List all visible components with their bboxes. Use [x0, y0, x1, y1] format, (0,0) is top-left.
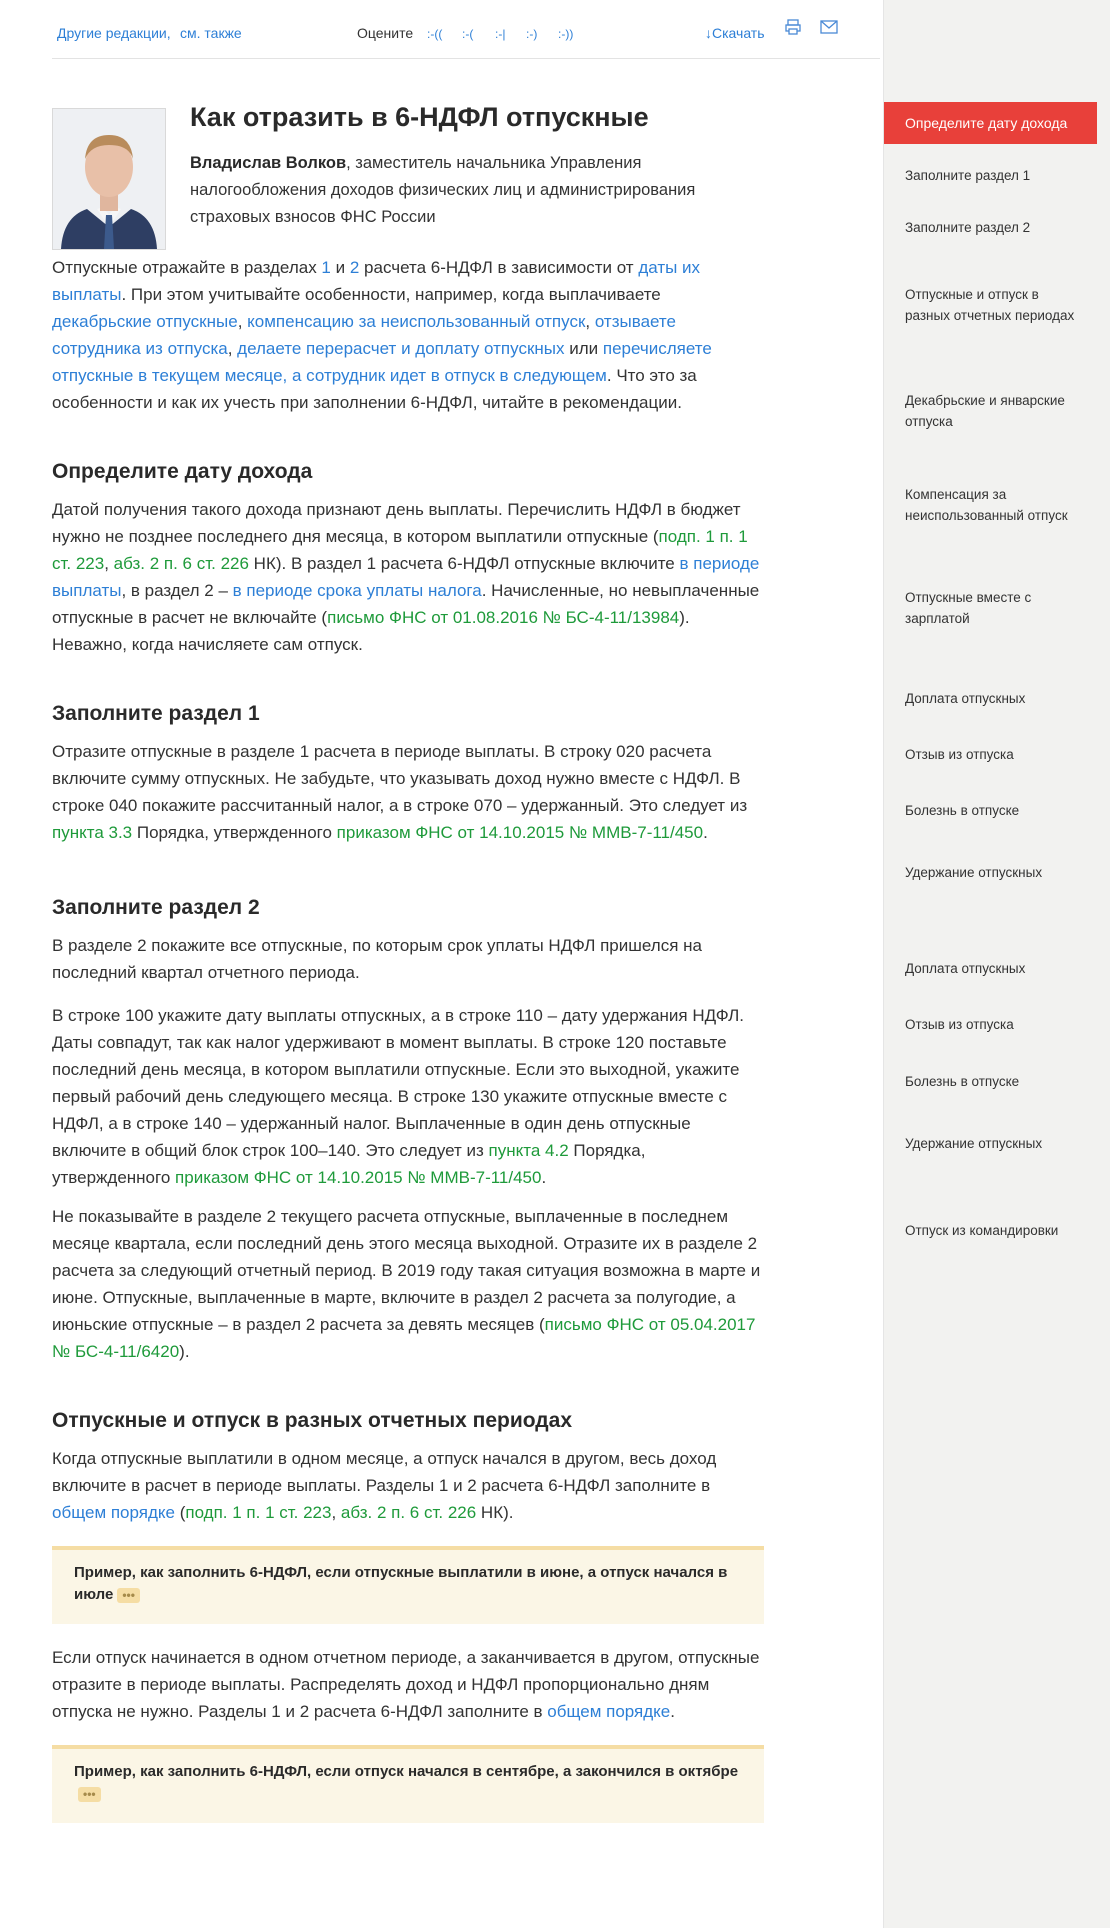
sidebar-item[interactable]: Болезнь в отпуске [905, 803, 1020, 818]
author-role: , заместитель начальника Управления налогообложения доходов физических лиц и администрирования страховых взносов ФНС России [190, 154, 696, 226]
different-periods-text-2: Если отпуск начинается в одном отчетном периоде, а заканчивается в другом, отпускные отразите в периоде выплаты. Распределять доход и НДФЛ пропорционально дням отпуска не нужно. Разделы 1 и 2 расчета 6-НДФЛ заполните в общем порядке. [52, 1648, 760, 1721]
page-title: Как отразить в 6-НДФЛ отпускные [190, 102, 649, 132]
author-info [190, 150, 750, 231]
rate-label: Оцените [357, 25, 414, 41]
see-also-link[interactable]: см. также [180, 25, 242, 41]
rating-very-good[interactable]: :-)) [558, 27, 574, 41]
author-name: Владислав Волков [190, 154, 347, 172]
link-recall[interactable]: отзываете сотрудника из отпуска [52, 312, 676, 358]
sidebar-item[interactable]: Отзыв из отпуска [905, 747, 1014, 762]
different-periods-text: Когда отпускные выплатили в одном месяце, а отпуск начался в другом, весь доход включите в расчет в периоде выплаты. Разделы 1 и 2 расчета 6-НДФЛ заполните в общем порядке (подп. 1 п. 1 ст. 223, абз. 2 п. 6 ст. 226 НК). [52, 1449, 717, 1522]
law-link[interactable]: письмо ФНС от 01.08.2016 № БС-4-11/13984 [327, 608, 680, 627]
law-link[interactable]: письмо ФНС от 05.04.2017 № БС-4-11/6420 [52, 1315, 756, 1361]
law-link[interactable]: подп. 1 п. 1 ст. 223 [185, 1503, 332, 1522]
author-photo [52, 108, 166, 250]
article-body [52, 254, 764, 1843]
sidebar-item[interactable]: Отзыв из отпуска [905, 1017, 1014, 1032]
link-section-2[interactable]: 2 [349, 258, 360, 277]
link-payment-date[interactable]: даты их выплаты [52, 258, 701, 304]
intro-paragraph: Отпускные отражайте в разделах 1 и 2 расчета 6-НДФЛ в зависимости от даты их выплаты. При этом учитывайте особенности, например, когда выплачиваете декабрьские отпускные, компенсацию за неиспользованный отпуск, отзываете сотрудника из отпуска, делаете перерасчет и доплату отпускных или перечисляете отпускные в текущем месяце, а сотрудник идет в отпуск в следующем. Что это за особенности и как их учесть при заполнении 6-НДФЛ, читайте в рекомендации. [52, 258, 712, 412]
link-general-order[interactable]: общем порядке [547, 1702, 671, 1721]
section-2-weekend-text: Не показывайте в разделе 2 текущего расчета отпускные, выплаченные в последнем месяце квартала, если последний день этого месяца выходной. Отразите их в разделе 2 расчета за следующий отчетный период. В 2019 году такая ситуация возможна в марте и июне. Отпускные, выплаченные в марте, включите в раздел 2 расчета за полугодие, а июньские отпускные – в раздел 2 расчета за девять месяцев (письмо ФНС от 05.04.2017 № БС-4-11/6420). [52, 1207, 761, 1361]
example-block-september-october[interactable]: Пример, как заполнить 6-НДФЛ, если отпуск начался в сентябре, а закончился в октябре••• [52, 1745, 764, 1823]
link-tax-period[interactable]: в периоде срока уплаты налога [232, 581, 482, 600]
section-income-date-text: Датой получения такого дохода признают день выплаты. Перечислить НДФЛ в бюджет нужно не позднее последнего дня месяца, в котором выплатили отпускные (подп. 1 п. 1 ст. 223, абз. 2 п. 6 ст. 226 НК). В раздел 1 расчета 6-НДФЛ отпускные включите в периоде выплаты, в раздел 2 – в периоде срока уплаты налога. Начисленные, но невыплаченные отпускные в расчет не включайте (письмо ФНС от 01.08.2016 № БС-4-11/13984). Неважно, когда начисляете сам отпуск. [52, 500, 760, 654]
heading-different-periods: Отпускные и отпуск в разных отчетных периодах [52, 1409, 572, 1432]
top-toolbar [52, 0, 880, 59]
rating-good[interactable]: :-) [526, 27, 538, 41]
link-payment-period[interactable]: в периоде выплаты [52, 554, 760, 600]
sidebar-item[interactable]: Отпускные и отпуск в разных отчетных периодах [905, 287, 1075, 323]
rating-very-bad[interactable]: :-(( [427, 27, 443, 41]
heading-income-date: Определите дату дохода [52, 460, 313, 483]
section-1-text: Отразите отпускные в разделе 1 расчета в периоде выплаты. В строку 020 расчета включите сумму отпускных. Не забудьте, что указывать доход нужно вместе с НДФЛ. В строке 040 покажите рассчитанный налог, а в строке 070 – удержанный. Это следует из пункта 3.3 Порядка, утвержденного приказом ФНС от 14.10.2015 № ММВ-7-11/450. [52, 742, 748, 842]
sidebar-item[interactable]: Удержание отпускных [905, 1136, 1043, 1151]
law-link[interactable]: пункта 4.2 [488, 1141, 569, 1160]
law-link[interactable]: абз. 2 п. 6 ст. 226 [113, 554, 249, 573]
law-link[interactable]: пункта 3.3 [52, 823, 133, 842]
sidebar-item[interactable]: Заполните раздел 1 [905, 168, 1031, 183]
law-link[interactable]: подп. 1 п. 1 ст. 223 [52, 527, 748, 573]
sidebar-item[interactable]: Заполните раздел 2 [905, 220, 1031, 235]
expand-example-button[interactable]: ••• [117, 1588, 140, 1603]
rating-neutral[interactable]: :-| [495, 27, 506, 41]
law-link[interactable]: приказом ФНС от 14.10.2015 № ММВ-7-11/450 [336, 823, 704, 842]
link-december-vacation[interactable]: декабрьские отпускные [52, 312, 238, 331]
sidebar-item[interactable]: Болезнь в отпуске [905, 1074, 1020, 1089]
other-editions-link[interactable]: Другие редакции, [57, 25, 171, 41]
link-general-order[interactable]: общем порядке [52, 1503, 175, 1522]
sidebar-item[interactable]: Компенсация за неиспользованный отпуск [905, 487, 1068, 523]
heading-section-2: Заполните раздел 2 [52, 896, 260, 919]
print-icon[interactable] [785, 19, 805, 37]
sidebar-item[interactable]: Отпуск из командировки [905, 1223, 1059, 1238]
sidebar-item[interactable]: Удержание отпускных [905, 865, 1043, 880]
section-2-text: В разделе 2 покажите все отпускные, по которым срок уплаты НДФЛ пришелся на последний квартал отчетного периода. [52, 936, 702, 982]
mail-icon[interactable] [820, 19, 840, 37]
sidebar-item[interactable]: Доплата отпускных [905, 691, 1026, 706]
law-link[interactable]: приказом ФНС от 14.10.2015 № ММВ-7-11/450 [175, 1168, 542, 1187]
link-next-month[interactable]: перечисляете отпускные в текущем месяце, а сотрудник идет в отпуск в следующем [52, 339, 712, 385]
rating-bad[interactable]: :-( [462, 27, 474, 41]
law-link[interactable]: абз. 2 п. 6 ст. 226 [340, 1503, 477, 1522]
link-compensation[interactable]: компенсацию за неиспользованный отпуск [247, 312, 586, 331]
sidebar-item[interactable]: Декабрьские и январские отпуска [905, 393, 1065, 429]
link-section-1[interactable]: 1 [321, 258, 331, 277]
sidebar-item-income-date[interactable]: Определите дату дохода [884, 102, 1097, 144]
sidebar-item[interactable]: Отпускные вместе с зарплатой [905, 590, 1032, 626]
example-block-june-july[interactable]: Пример, как заполнить 6-НДФЛ, если отпускные выплатили в июне, а отпуск начался в июле ••• [52, 1546, 764, 1624]
link-recalculation[interactable]: делаете перерасчет и доплату отпускных [237, 339, 565, 358]
sidebar-item[interactable]: Доплата отпускных [905, 961, 1026, 976]
section-2-lines-text: В строке 100 укажите дату выплаты отпускных, а в строке 110 – дату удержания НДФЛ. Даты совпадут, так как налог удерживают в момент выплаты. В строке 120 поставьте последний день месяца, в котором выплатили отпускные. Если это выходной, укажите первый рабочий день следующего месяца. В строке 130 укажите отпускные вместе с НДФЛ, а в строке 140 – удержанный налог. Выплаченные в один день отпускные включите в общий блок строк 100–140. Это следует из пункта 4.2 Порядка, утвержденного приказом ФНС от 14.10.2015 № ММВ-7-11/450. [52, 1006, 745, 1187]
heading-section-1: Заполните раздел 1 [52, 702, 260, 725]
expand-example-button[interactable]: ••• [78, 1787, 101, 1802]
sidebar-toc [883, 0, 1110, 1928]
download-link[interactable]: ↓Скачать [705, 25, 765, 41]
